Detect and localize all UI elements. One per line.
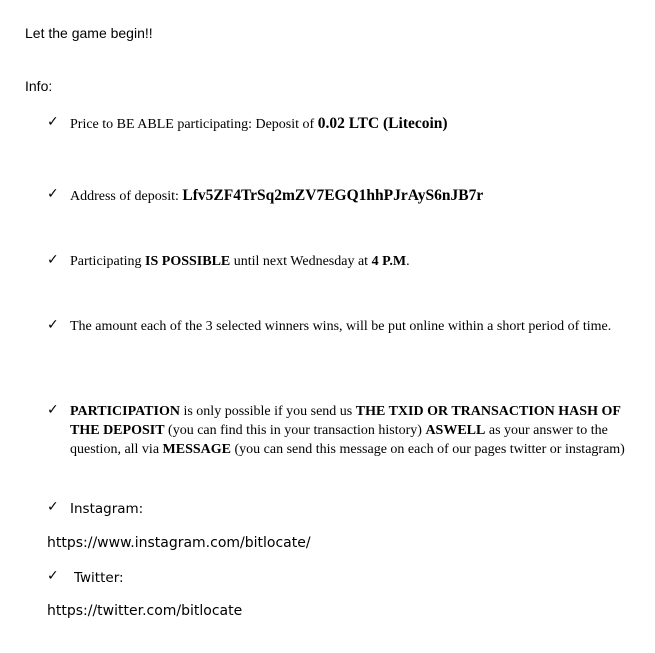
list-item-address: [70, 186, 483, 206]
twitter-label: Twitter:: [74, 570, 124, 586]
participation-bold: PARTICIPATION: [70, 404, 180, 419]
deadline-post: .: [406, 254, 410, 269]
message-bold: MESSAGE: [162, 442, 232, 457]
txid-bold: THE TXID OR TRANSACTION HASH OF THE DEPOSIT: [70, 404, 621, 438]
check-icon: ✓: [47, 186, 59, 202]
check-icon: ✓: [47, 317, 59, 333]
page-title: Let the game begin!!: [25, 25, 153, 41]
deadline-pre: Participating: [70, 254, 146, 269]
check-icon: ✓: [47, 114, 59, 130]
participation-text-1: is only possible if you send us: [179, 404, 356, 419]
info-label: Info:: [25, 78, 53, 94]
deadline-time: 4 P.M: [371, 254, 407, 269]
instagram-label: Instagram:: [70, 501, 144, 517]
aswell-bold: ASWELL: [425, 423, 486, 438]
check-icon: ✓: [47, 402, 59, 418]
deadline-mid: until next Wednesday at: [230, 254, 372, 269]
list-item-deadline: [70, 252, 410, 271]
list-item-amount: The amount each of the 3 selected winners wins, will be put online within a short period of time.: [70, 319, 612, 334]
participation-text-4: (you can send this message on each of our pages twitter or instagram): [231, 442, 625, 457]
instagram-link[interactable]: https://www.instagram.com/bitlocate/: [47, 535, 311, 551]
check-icon: ✓: [47, 568, 59, 584]
deposit-address: Lfv5ZF4TrSq2mZV7EGQ1hhPJrAyS6nJB7r: [182, 187, 484, 204]
check-icon: ✓: [47, 252, 59, 268]
address-label: Address of deposit:: [70, 189, 183, 204]
twitter-link[interactable]: https://twitter.com/bitlocate: [47, 603, 243, 619]
participation-text-2: (you can find this in your transaction history): [164, 423, 426, 438]
participation-text-3: as your answer to the question, all via: [70, 423, 608, 457]
price-text: Price to BE ABLE participating: Deposit of: [70, 117, 318, 132]
price-amount: 0.02 LTC (Litecoin): [317, 115, 448, 132]
check-icon: ✓: [47, 499, 59, 515]
deadline-bold-possible: IS POSSIBLE: [145, 254, 231, 269]
list-item-participation: [70, 402, 640, 459]
list-item-price: [70, 114, 448, 134]
